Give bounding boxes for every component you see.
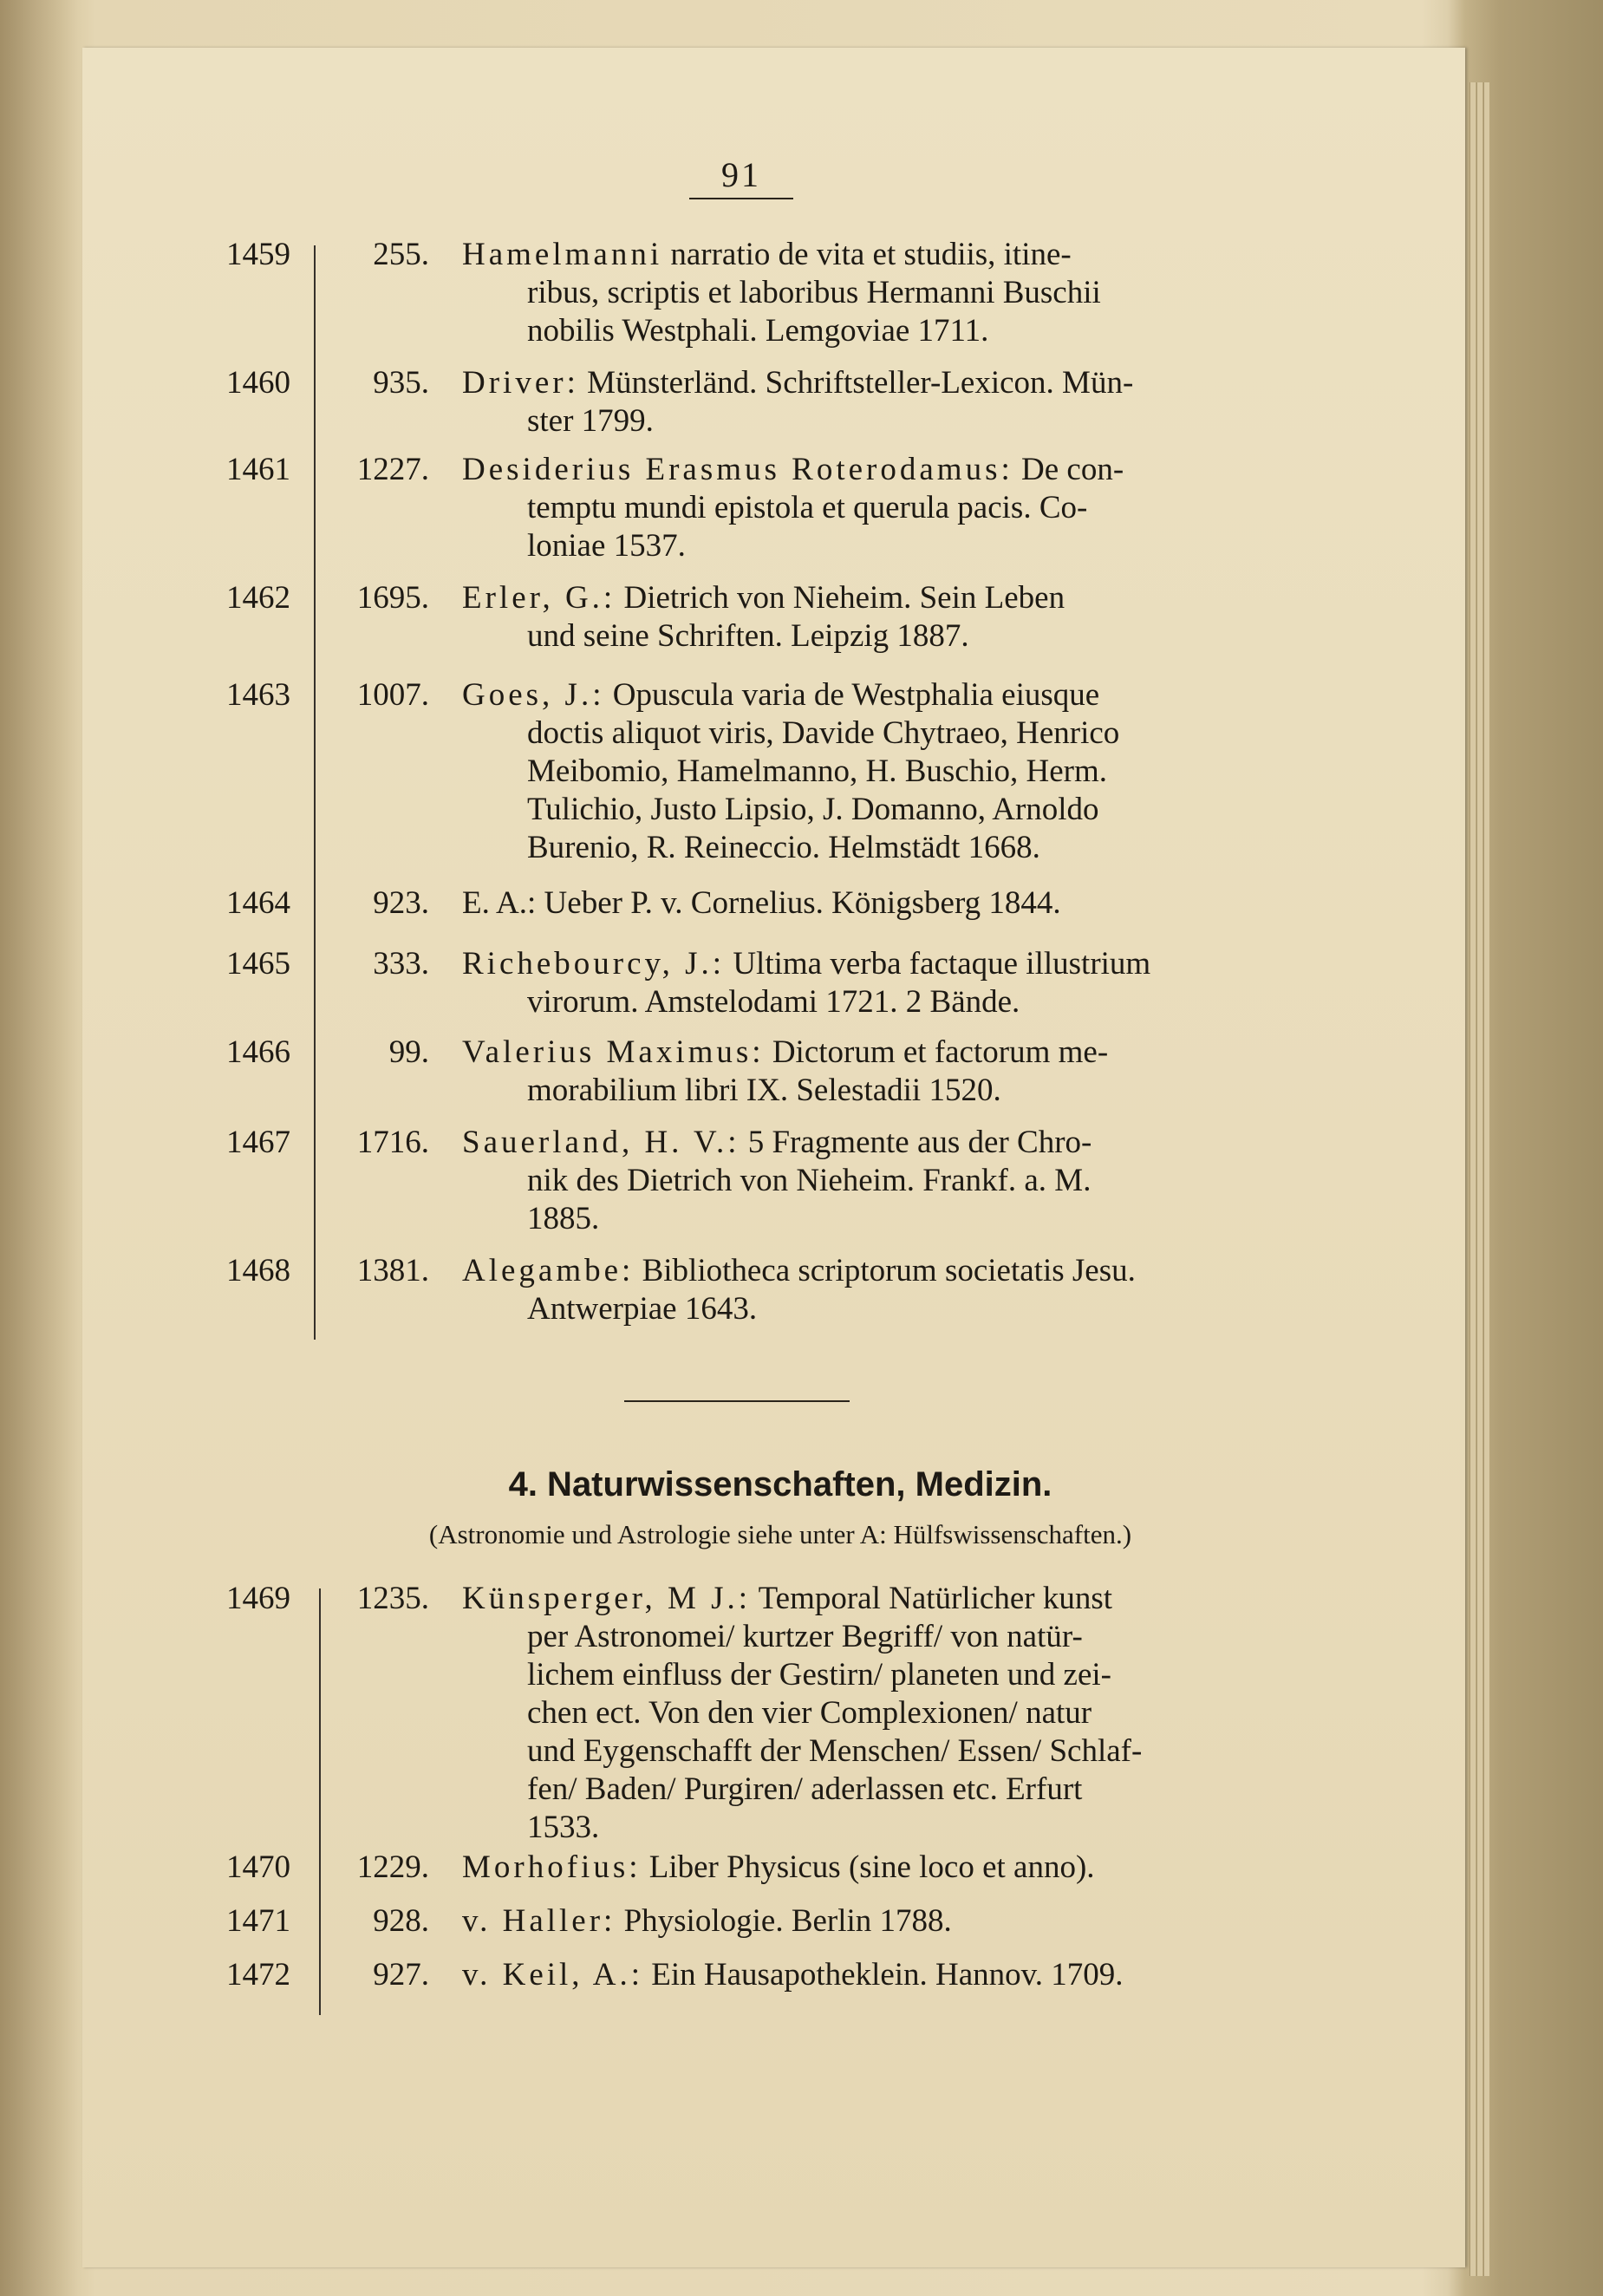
entry-line: 1533. — [527, 1810, 600, 1845]
entry-line: per Astronomei/ kurtzer Begriff/ von natür- — [527, 1619, 1083, 1654]
reference-number: 1227. — [356, 452, 429, 487]
entry-line: virorum. Amstelodami 1721. 2 Bände. — [527, 984, 1020, 1020]
entry-line: Desiderius Erasmus Roterodamus: De con- — [462, 452, 1124, 487]
lot-number: 1468 — [226, 1253, 290, 1288]
lot-number: 1464 — [226, 885, 290, 921]
entry-text — [462, 1956, 1264, 1994]
lot-number: 1472 — [226, 1957, 290, 1993]
entry-line: Driver: Münsterländ. Schriftsteller-Lexicon. Mün- — [462, 365, 1134, 401]
page-number: 91 — [721, 155, 761, 194]
page-edge — [1469, 82, 1476, 2276]
entry-line: 1885. — [527, 1201, 600, 1236]
entry-line: temptu mundi epistola et querula pacis. Co- — [527, 490, 1088, 525]
entry-line: Alegambe: Bibliotheca scriptorum societatis Jesu. — [462, 1253, 1136, 1288]
reference-number: 1235. — [356, 1581, 429, 1616]
entry-text — [462, 364, 1264, 440]
lot-number: 1463 — [226, 677, 290, 713]
entry-line: Erler, G.: Dietrich von Nieheim. Sein Leben — [462, 580, 1065, 616]
lot-number: 1470 — [226, 1849, 290, 1885]
lot-number: 1461 — [226, 452, 290, 487]
lot-number: 1465 — [226, 946, 290, 982]
entry-line: Valerius Maximus: Dictorum et factorum me- — [462, 1034, 1109, 1070]
entry-line: und seine Schriften. Leipzig 1887. — [527, 618, 969, 654]
lot-number: 1459 — [226, 237, 290, 272]
reference-number: 928. — [373, 1903, 429, 1939]
entry-line: fen/ Baden/ Purgiren/ aderlassen etc. Erfurt — [527, 1771, 1083, 1807]
lot-number: 1460 — [226, 365, 290, 401]
section-heading: 4. Naturwissenschaften, Medizin. — [508, 1465, 1052, 1503]
entry-text — [462, 579, 1264, 656]
entry-text — [462, 236, 1264, 350]
entry-line: E. A.: Ueber P. v. Cornelius. Königsberg 1844. — [462, 885, 1061, 921]
entry-text — [462, 1580, 1264, 1847]
reference-number: 935. — [373, 365, 429, 401]
entry-line: und Eygenschafft der Menschen/ Essen/ Schlaf- — [527, 1733, 1143, 1769]
reference-number: 255. — [373, 237, 429, 272]
entry-text — [462, 1034, 1264, 1110]
entry-line: morabilium libri IX. Selestadii 1520. — [527, 1073, 1001, 1108]
entry-line: v. Keil, A.: Ein Hausapotheklein. Hannov. 1709. — [462, 1957, 1124, 1993]
lot-number: 1462 — [226, 580, 290, 616]
entry-line: Morhofius: Liber Physicus (sine loco et anno). — [462, 1849, 1095, 1885]
entry-text — [462, 945, 1264, 1021]
column-rule — [314, 245, 316, 1340]
page-number-rule — [689, 198, 793, 199]
entry-text — [462, 451, 1264, 565]
column-rule — [319, 1588, 321, 2015]
entry-line: Richebourcy, J.: Ultima verba factaque illustrium — [462, 946, 1151, 982]
entry-line: chen ect. Von den vier Complexionen/ natur — [527, 1695, 1092, 1731]
reference-number: 1229. — [356, 1849, 429, 1885]
reference-number: 99. — [388, 1034, 429, 1070]
entry-line: loniae 1537. — [527, 528, 686, 564]
reference-number: 1716. — [356, 1125, 429, 1160]
reference-number: 927. — [373, 1957, 429, 1993]
entry-text — [462, 884, 1264, 923]
entry-line: Burenio, R. Reineccio. Helmstädt 1668. — [527, 830, 1040, 865]
lot-number: 1466 — [226, 1034, 290, 1070]
entry-line: nobilis Westphali. Lemgoviae 1711. — [527, 313, 989, 349]
lot-number: 1471 — [226, 1903, 290, 1939]
section-subheading: (Astronomie und Astrologie siehe unter A: Hülfswissenschaften.) — [428, 1519, 1132, 1549]
entry-line: ribus, scriptis et laboribus Hermanni Buschii — [527, 275, 1101, 310]
entry-line: doctis aliquot viris, Davide Chytraeo, Henrico — [527, 715, 1120, 751]
facing-page-edge — [0, 0, 78, 2296]
entry-text — [462, 1902, 1264, 1941]
reference-number: 333. — [373, 946, 429, 982]
entry-line: Meibomio, Hamelmanno, H. Buschio, Herm. — [527, 753, 1107, 789]
entry-line: Sauerland, H. V.: 5 Fragmente aus der Chro- — [462, 1125, 1092, 1160]
page-edge — [1476, 82, 1482, 2276]
entry-line: Antwerpiae 1643. — [527, 1291, 758, 1327]
entry-line: ster 1799. — [527, 403, 654, 439]
reference-number: 1007. — [356, 677, 429, 713]
entry-line: Hamelmanni narratio de vita et studiis, itine- — [462, 237, 1072, 272]
reference-number: 1695. — [356, 580, 429, 616]
entry-line: nik des Dietrich von Nieheim. Frankf. a. M. — [527, 1163, 1091, 1198]
entry-text — [462, 1124, 1264, 1238]
section-divider — [624, 1400, 850, 1402]
lot-number: 1467 — [226, 1125, 290, 1160]
reference-number: 923. — [373, 885, 429, 921]
entry-line: v. Haller: Physiologie. Berlin 1788. — [462, 1903, 952, 1939]
entry-line: Künsperger, M J.: Temporal Natürlicher kunst — [462, 1581, 1113, 1616]
lot-number: 1469 — [226, 1581, 290, 1616]
entry-text — [462, 676, 1264, 867]
entry-line: Goes, J.: Opuscula varia de Westphalia eiusque — [462, 677, 1100, 713]
entry-text — [462, 1849, 1264, 1887]
entry-text — [462, 1252, 1264, 1328]
reference-number: 1381. — [356, 1253, 429, 1288]
entry-line: Tulichio, Justo Lipsio, J. Domanno, Arnoldo — [527, 792, 1099, 827]
entry-line: lichem einfluss der Gestirn/ planeten und zei- — [527, 1657, 1112, 1693]
page-edge — [1483, 82, 1489, 2276]
